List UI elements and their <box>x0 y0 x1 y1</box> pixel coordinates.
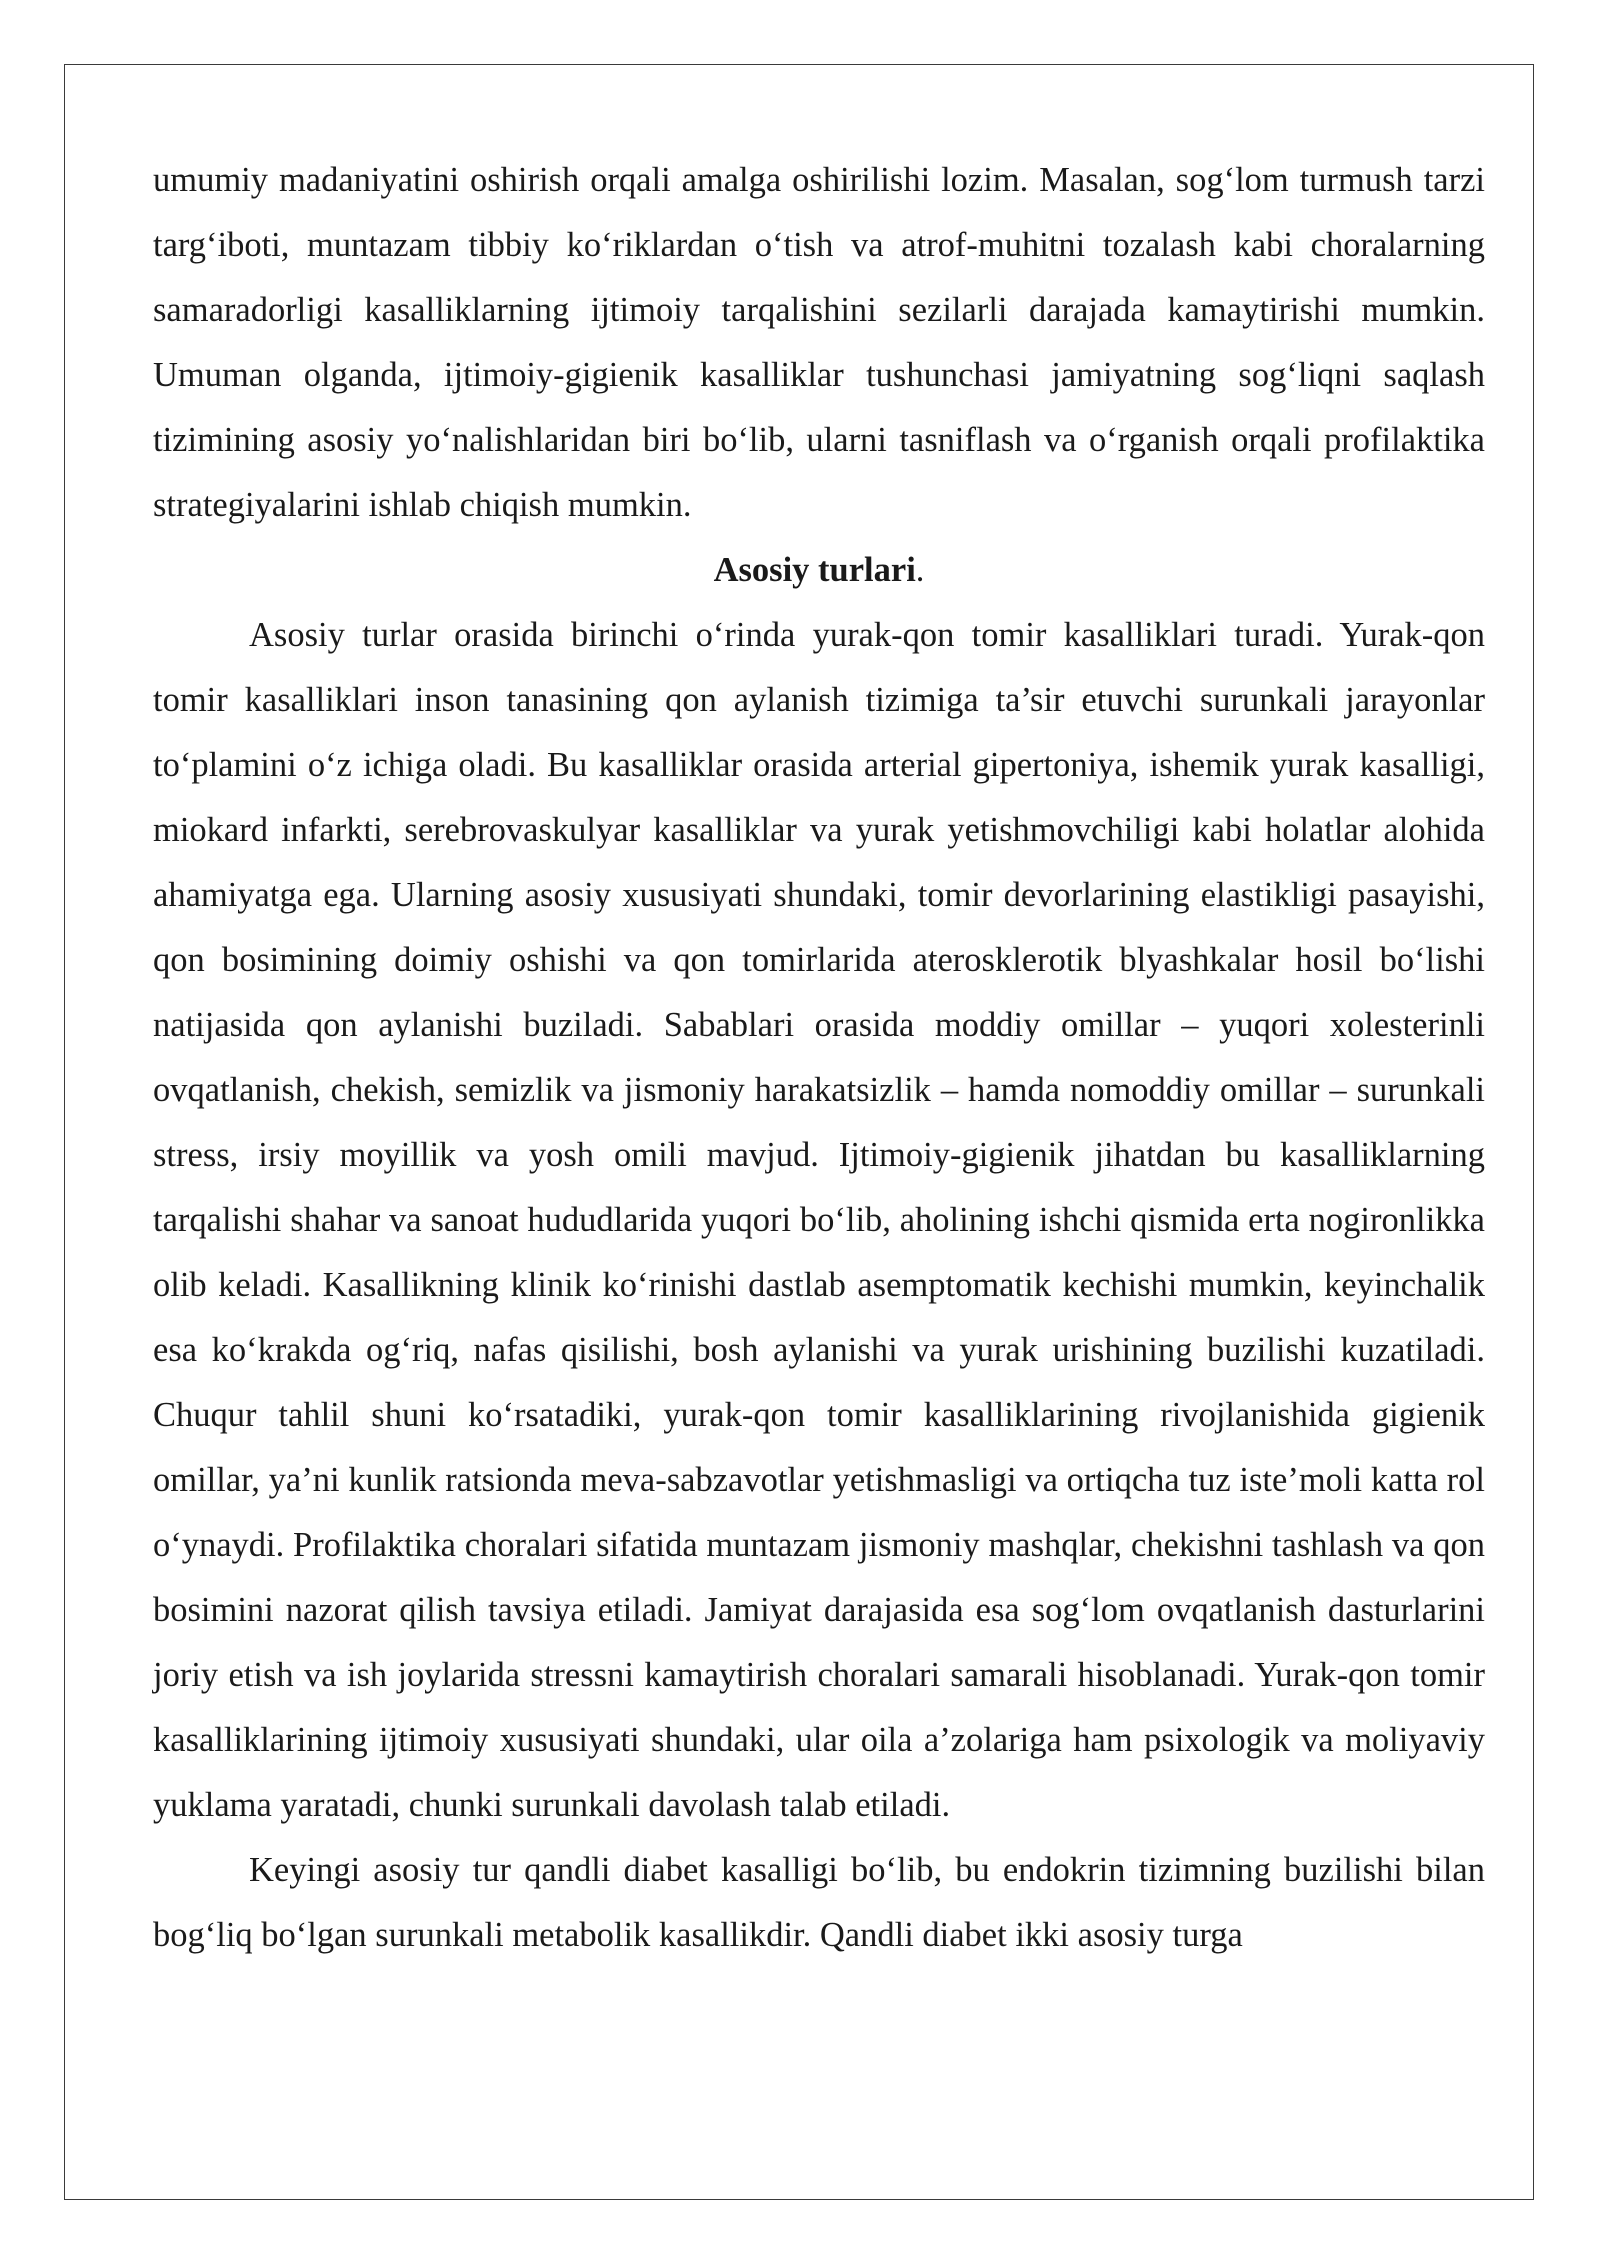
section-heading-text: Asosiy turlari <box>713 551 916 589</box>
body-paragraph-3: Keyingi asosiy tur qandli diabet kasalligi bo‘lib, bu endokrin tizimning buzilishi bilan bog‘liq bo‘lgan surunkali metabolik kasallikdir. Qandli diabet ikki asosiy turga <box>153 1851 1485 1954</box>
body-paragraph-2: Asosiy turlar orasida birinchi o‘rinda yurak-qon tomir kasalliklari turadi. Yurak-qon tomir kasalliklari inson tanasining qon aylanish tizimiga ta’sir etuvchi surunkali jarayonlar to‘plamini o‘z ichiga oladi. Bu kasalliklar orasida arterial gipertoniya, ishemik yurak kasalligi, miokard infarkti, serebrovaskulyar kasalliklar va yurak yetishmovchiligi kabi holatlar alohida ahamiyatga ega. Ularning asosiy xususiyati shundaki, tomir devorlarining elastikligi pasayishi, qon bosimining doimiy oshishi va qon tomirlarida aterosklerotik blyashkalar hosil bo‘lishi natijasida qon aylanishi buziladi. Sabablari orasida moddiy omillar – yuqori xolesterinli ovqatlanish, chekish, semizlik va jismoniy harakatsizlik – hamda nomoddiy omillar – surunkali stress, irsiy moyillik va yosh omili mavjud. Ijtimoiy-gigienik jihatdan bu kasalliklarning tarqalishi shahar va sanoat hududlarida yuqori bo‘lib, aholining ishchi qismida erta nogironlikka olib keladi. Kasallikning klinik ko‘rinishi dastlab asemptomatik kechishi mumkin, keyinchalik esa ko‘krakda og‘riq, nafas qisilishi, bosh aylanishi va yurak urishining buzilishi kuzatiladi. Chuqur tahlil shuni ko‘rsatadiki, yurak-qon tomir kasalliklarining rivojlanishida gigienik omillar, ya’ni kunlik ratsionda meva-sabzavotlar yetishmasligi va ortiqcha tuz iste’moli katta rol o‘ynaydi. Profilaktika choralari sifatida muntazam jismoniy mashqlar, chekishni tashlash va qon bosimini nazorat qilish tavsiya etiladi. Jamiyat darajasida esa sog‘lom ovqatlanish dasturlarini joriy etish va ish joylarida stressni kamaytirish choralari samarali hisoblanadi. Yurak-qon tomir kasalliklarining ijtimoiy xususiyati shundaki, ular oila a’zolariga ham psixologik va moliyaviy yuklama yaratadi, chunki surunkali davolash talab etiladi. <box>153 616 1485 1824</box>
section-heading-period: . <box>915 551 925 589</box>
document-body <box>153 148 1485 1968</box>
section-heading <box>153 538 1485 603</box>
body-paragraph-1: umumiy madaniyatini oshirish orqali amalga oshirilishi lozim. Masalan, sog‘lom turmush tarzi targ‘iboti, muntazam tibbiy ko‘riklardan o‘tish va atrof-muhitni tozalash kabi choralarning samaradorligi kasalliklarning ijtimoiy tarqalishini sezilarli darajada kamaytirishi mumkin. Umuman olganda, ijtimoiy-gigienik kasalliklar tushunchasi jamiyatning sog‘liqni saqlash tizimining asosiy yo‘nalishlaridan biri bo‘lib, ularni tasniflash va o‘rganish orqali profilaktika strategiyalarini ishlab chiqish mumkin. <box>153 161 1485 524</box>
